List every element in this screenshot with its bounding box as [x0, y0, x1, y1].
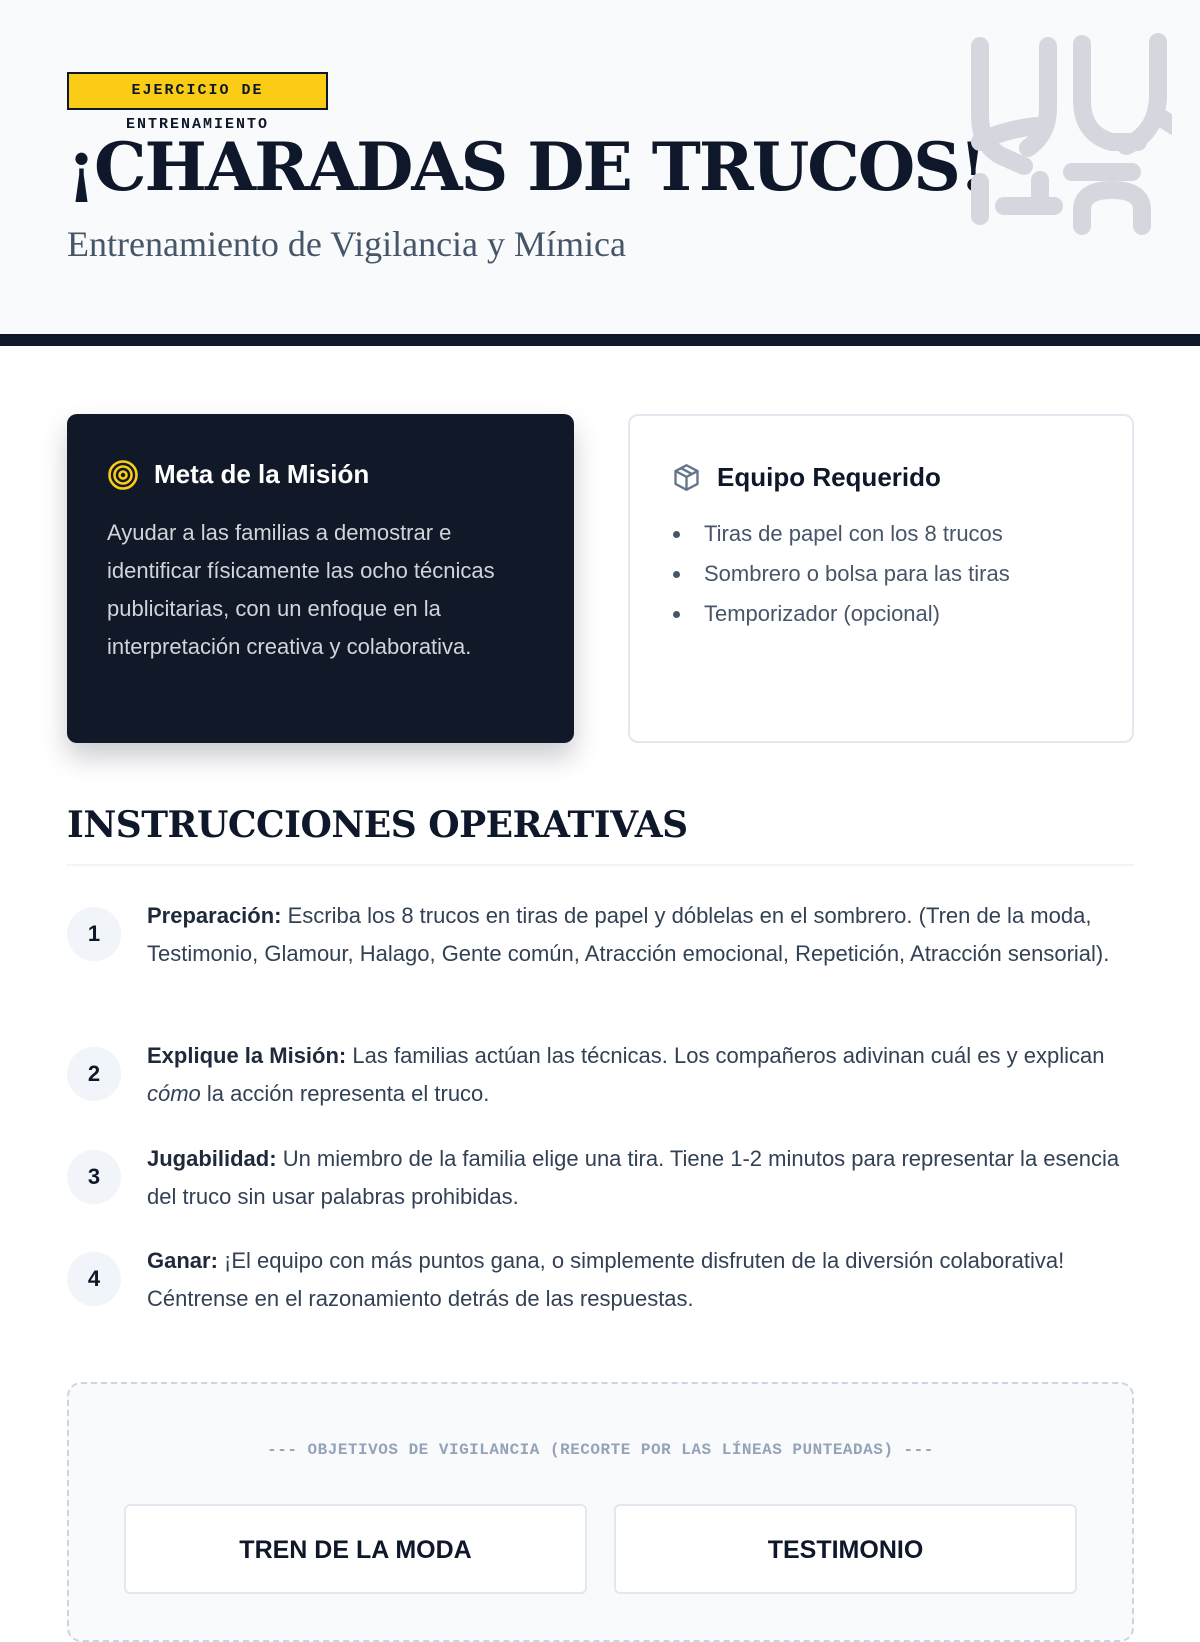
mission-text: Ayudar a las familias a demostrar e identificar físicamente las ocho técnicas publicitarias, con un enfoque en la interpretación creativa y colaborativa.	[107, 520, 495, 659]
step-emphasis: cómo	[147, 1081, 201, 1106]
mission-title: Meta de la Misión	[154, 459, 370, 489]
step-body: Escriba los 8 trucos en tiras de papel y dóblelas en el sombrero. (Tren de la moda, Testimonio, Glamour, Halago, Gente común, Atracción emocional, Repetición, Atracción sensorial).	[147, 903, 1110, 966]
list-item: Sombrero o bolsa para las tiras	[664, 554, 1010, 594]
cutout-slip: TREN DE LA MODA	[124, 1504, 587, 1594]
page-subtitle: Entrenamiento de Vigilancia y Mímica	[67, 224, 627, 264]
page-header	[0, 0, 1200, 346]
section-divider	[67, 864, 1134, 866]
masks-icon	[962, 30, 1172, 240]
target-icon	[107, 459, 139, 491]
cutout-label: --- OBJETIVOS DE VIGILANCIA (RECORTE POR LAS LÍNEAS PUNTEADAS) ---	[267, 1441, 934, 1459]
page-title: ¡CHARADAS DE TRUCOS!	[67, 128, 986, 206]
box-icon	[671, 462, 702, 493]
step-body: Un miembro de la familia elige una tira. Tiene 1-2 minutos para representar la esencia del truco sin usar palabras prohibidas.	[147, 1146, 1120, 1209]
step-number: 3	[67, 1150, 121, 1204]
training-tag: EJERCICIO DE ENTRENAMIENTO	[67, 72, 328, 110]
step-label: Jugabilidad:	[147, 1146, 277, 1171]
equipment-title: Equipo Requerido	[717, 462, 941, 492]
step-body: ¡El equipo con más puntos gana, o simplemente disfruten de la diversión colaborativa! Céntrense en el razonamiento detrás de las respuestas.	[147, 1248, 1065, 1311]
list-item: Tiras de papel con los 8 trucos	[664, 514, 1010, 554]
step-text	[147, 1242, 1147, 1318]
step-body-end: la acción representa el truco.	[206, 1081, 490, 1106]
step-number: 2	[67, 1047, 121, 1101]
step-body: Las familias actúan las técnicas. Los compañeros adivinan cuál es y explican	[352, 1043, 1105, 1068]
step-label: Ganar:	[147, 1248, 218, 1273]
cutout-slip: TESTIMONIO	[614, 1504, 1077, 1594]
step-label: Explique la Misión:	[147, 1043, 347, 1068]
section-title: INSTRUCCIONES OPERATIVAS	[67, 804, 688, 846]
step-label: Preparación:	[147, 903, 282, 928]
step-number: 1	[67, 907, 121, 961]
step-text	[147, 897, 1147, 973]
step-text	[147, 1037, 1147, 1113]
step-text	[147, 1140, 1147, 1216]
step-number: 4	[67, 1252, 121, 1306]
equipment-list	[664, 514, 1010, 634]
list-item: Temporizador (opcional)	[664, 594, 1010, 634]
